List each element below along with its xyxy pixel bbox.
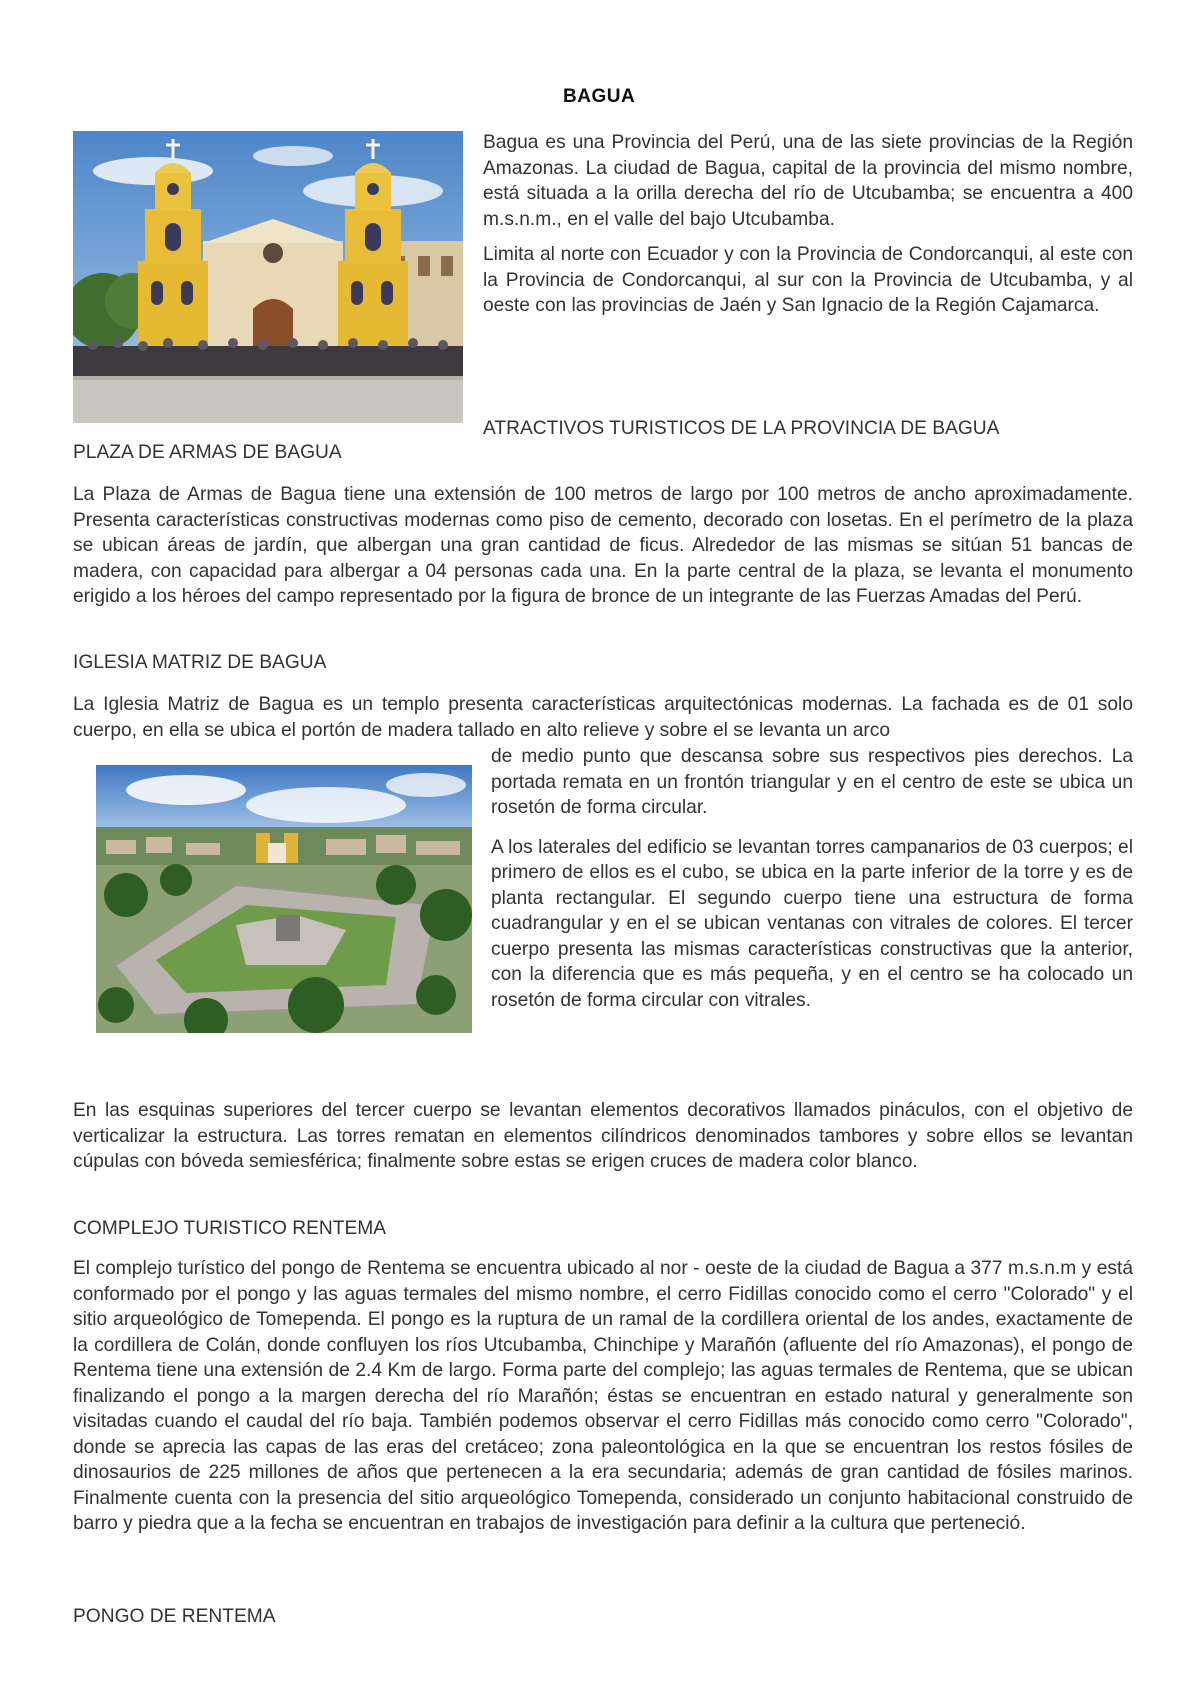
pongo-heading: PONGO DE RENTEMA [73,1606,276,1627]
intro-text [483,130,1133,329]
iglesia-paragraph-2: de medio punto que descansa sobre sus respectivos pies derechos. La portada remata en un frontón triangular y en el centro de este se ubica un rosetón de forma circular. [491,746,1133,818]
iglesia-side-text [491,744,1133,1027]
iglesia-paragraph-1: La Iglesia Matriz de Bagua es un templo presenta características arquitectónicas modernas. La fachada es de 01 solo cuerpo, en ella se ubica el portón de madera tallado en alto relieve y sobre el se levanta un arco [73,694,1133,741]
intro-paragraph-2: Limita al norte con Ecuador y con la Provincia de Condorcanqui, al este con la Provincia de Condorcanqui, al sur con la Provincia de Utcubamba, y al oeste con las provincias de Jaén y San Ignacio de la Región Cajamarca. [483,244,1133,316]
iglesia-heading: IGLESIA MATRIZ DE BAGUA [73,652,327,673]
plaza-heading: PLAZA DE ARMAS DE BAGUA [73,442,342,463]
plaza-aerial-photo [96,765,472,1033]
section-heading: ATRACTIVOS TURISTICOS DE LA PROVINCIA DE BAGUA [483,418,1000,439]
iglesia-paragraph-3: A los laterales del edificio se levantan torres campanarios de 03 cuerpos; el primero de ellos es el cubo, se ubica en la parte inferior de la torre y es de planta rectangular. El segundo cuerpo tiene una estructura de forma cuadrangular y en el se ubican ventanas con vitrales de colores. El tercer cuerpo presenta las mismas características constructivas que la anterior, con la diferencia que es más pequeña, y en el centro se ha colocado un rosetón de forma circular con vitrales. [491,836,1133,1011]
church-photo [73,131,463,423]
complejo-paragraph: El complejo turístico del pongo de Rentema se encuentra ubicado al nor - oeste de la ciudad de Bagua a 377 m.s.n.m y está conformado por el pongo y las aguas termales del mismo nombre, el cerro Fidillas conocido como el cerro "Colorado" y el sitio arqueológico de Tomependa. El pongo es la ruptura de un ramal de la cordillera oriental de los andes, exactamente de la cordillera de Colán, donde confluyen los ríos Utcubamba, Chinchipe y Marañón (afluente del río Amazonas), el pongo de Rentema tiene una extensión de 2.4 Km de largo. Forma parte del complejo; las aguas termales de Rentema, que se ubican finalizando el pongo a la margen derecha del río Marañón; éstas se encuentran en estado natural y generalmente son visitadas cuando el caudal del río baja. También podemos observar el cerro Fidillas más conocido como cerro "Colorado", donde se aprecia las capas de las eras del cretáceo; zona paleontológica en la que se encuentran los restos fósiles de dinosaurios de 225 millones de años que pertenecen a la era secundaria; además de gran cantidad de fósiles marinos. Finalmente cuenta con la presencia del sitio arqueológico Tomependa, considerado un conjunto habitacional construido de barro y piedra que a la fecha se encuentran en trabajos de investigación para definir a la cultura que perteneció. [73,1258,1133,1534]
plaza-paragraph: La Plaza de Armas de Bagua tiene una extensión de 100 metros de largo por 100 metros de ancho aproximadamente. Presenta características constructivas modernas como piso de cemento, decorado con losetas. En el perímetro de la plaza se ubican áreas de jardín, que albergan una gran cantidad de ficus. Alrededor de las mismas se sitúan 51 bancas de madera, con capacidad para albergar a 04 personas cada una. En la parte central de la plaza, se levanta el monumento erigido a los héroes del campo representado por la figura de bronce de un integrante de las Fuerzas Amadas del Perú. [73,484,1133,607]
iglesia-paragraph-4: En las esquinas superiores del tercer cuerpo se levantan elementos decorativos llamados pináculos, con el objetivo de verticalizar la estructura. Las torres rematan en elementos cilíndricos denominados tambores y sobre ellos se levantan cúpulas con bóveda semiesférica; finalmente sobre estas se erigen cruces de madera color blanco. [73,1100,1133,1172]
complejo-heading: COMPLEJO TURISTICO RENTEMA [73,1218,387,1239]
page-title: BAGUA [563,86,636,107]
intro-paragraph-1: Bagua es una Provincia del Perú, una de las siete provincias de la Región Amazonas. La ciudad de Bagua, capital de la provincia del mismo nombre, está situada a la orilla derecha del río de Utcubamba; se encuentra a 400 m.s.n.m., en el valle del bajo Utcubamba. [483,132,1133,230]
